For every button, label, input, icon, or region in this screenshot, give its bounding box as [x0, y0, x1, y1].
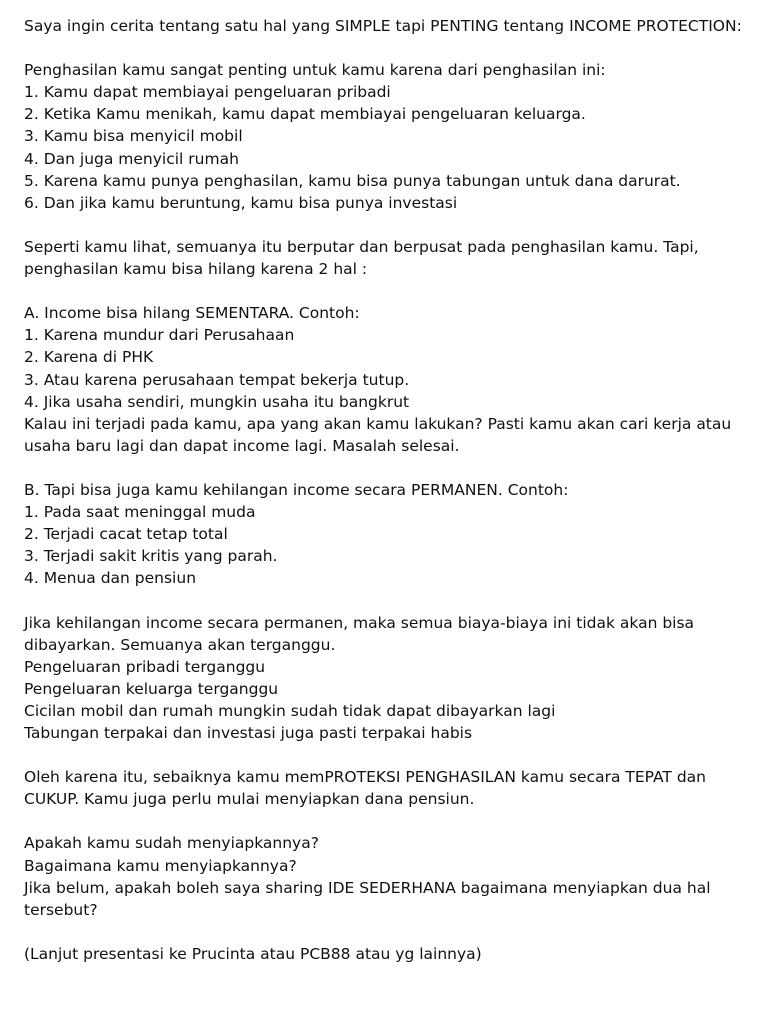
paragraph-income-importance: [24, 59, 746, 214]
section-heading: B. Tapi bisa juga kamu kehilangan income secara PERMANEN. Contoh:: [24, 480, 569, 499]
text-line: Pengeluaran keluarga terganggu: [24, 679, 279, 698]
text-line: Tabungan terpakai dan investasi juga pasti terpakai habis: [24, 724, 473, 742]
paragraph-permanent-loss: [24, 479, 746, 589]
text-line: Saya ingin cerita tentang satu hal yang SIMPLE tapi PENTING tentang INCOME PROTECTION:: [24, 17, 742, 35]
text-line: Oleh karena itu, sebaiknya kamu memPROTEKSI PENGHASILAN kamu secara TEPAT dan CUKUP. Kamu juga perlu mulai menyiapkan dana pensiun.: [24, 768, 706, 809]
paragraph-income-loss: [24, 236, 746, 280]
list-item: 4. Jika usaha sendiri, mungkin usaha itu bangkrut: [24, 392, 410, 411]
list-item: 4. Menua dan pensiun: [24, 569, 197, 588]
paragraph-intro: [24, 15, 746, 37]
paragraph-temporary-loss: [24, 302, 746, 457]
document-body: [24, 15, 746, 965]
text-line: Jika kehilangan income secara permanen, maka semua biaya-biaya ini tidak akan bisa dibayarkan. Semuanya akan terganggu.: [24, 613, 695, 654]
text-line: Bagaimana kamu menyiapkannya?: [24, 856, 297, 875]
list-item: 2. Ketika Kamu menikah, kamu dapat membiayai pengeluaran keluarga.: [24, 105, 586, 124]
text-line: Penghasilan kamu sangat penting untuk kamu karena dari penghasilan ini:: [24, 61, 606, 80]
list-item: 5. Karena kamu punya penghasilan, kamu bisa punya tabungan untuk dana darurat.: [24, 171, 681, 190]
text-line: Seperti kamu lihat, semuanya itu berputar dan berpusat pada penghasilan kamu. Tapi, penghasilan kamu bisa hilang karena 2 hal :: [24, 237, 699, 279]
list-item: 1. Pada saat meninggal muda: [24, 503, 256, 522]
list-item: 1. Karena mundur dari Perusahaan: [24, 326, 295, 345]
text-line: Apakah kamu sudah menyiapkannya?: [24, 834, 319, 853]
list-item: 2. Terjadi cacat tetap total: [24, 525, 228, 544]
paragraph-closing-note: [24, 943, 746, 965]
section-heading: A. Income bisa hilang SEMENTARA. Contoh:: [24, 304, 360, 323]
list-item: 1. Kamu dapat membiayai pengeluaran pribadi: [24, 83, 391, 102]
list-item: 6. Dan jika kamu beruntung, kamu bisa punya investasi: [24, 193, 458, 212]
text-line: Cicilan mobil dan rumah mungkin sudah tidak dapat dibayarkan lagi: [24, 701, 556, 720]
paragraph-questions: [24, 832, 746, 920]
paragraph-recommendation: [24, 766, 746, 810]
list-item: 4. Dan juga menyicil rumah: [24, 149, 239, 168]
text-line: (Lanjut presentasi ke Prucinta atau PCB88 atau yg lainnya): [24, 944, 482, 963]
text-line: Pengeluaran pribadi terganggu: [24, 657, 266, 676]
list-item: 3. Atau karena perusahaan tempat bekerja tutup.: [24, 370, 410, 389]
text-line: Kalau ini terjadi pada kamu, apa yang akan kamu lakukan? Pasti kamu akan cari kerja atau usaha baru lagi dan dapat income lagi. Masalah selesai.: [24, 414, 732, 455]
list-item: 2. Karena di PHK: [24, 348, 154, 367]
text-line: Jika belum, apakah boleh saya sharing IDE SEDERHANA bagaimana menyiapkan dua hal tersebut?: [24, 878, 711, 919]
paragraph-consequences: [24, 612, 746, 745]
list-item: 3. Kamu bisa menyicil mobil: [24, 127, 243, 146]
list-item: 3. Terjadi sakit kritis yang parah.: [24, 547, 278, 566]
